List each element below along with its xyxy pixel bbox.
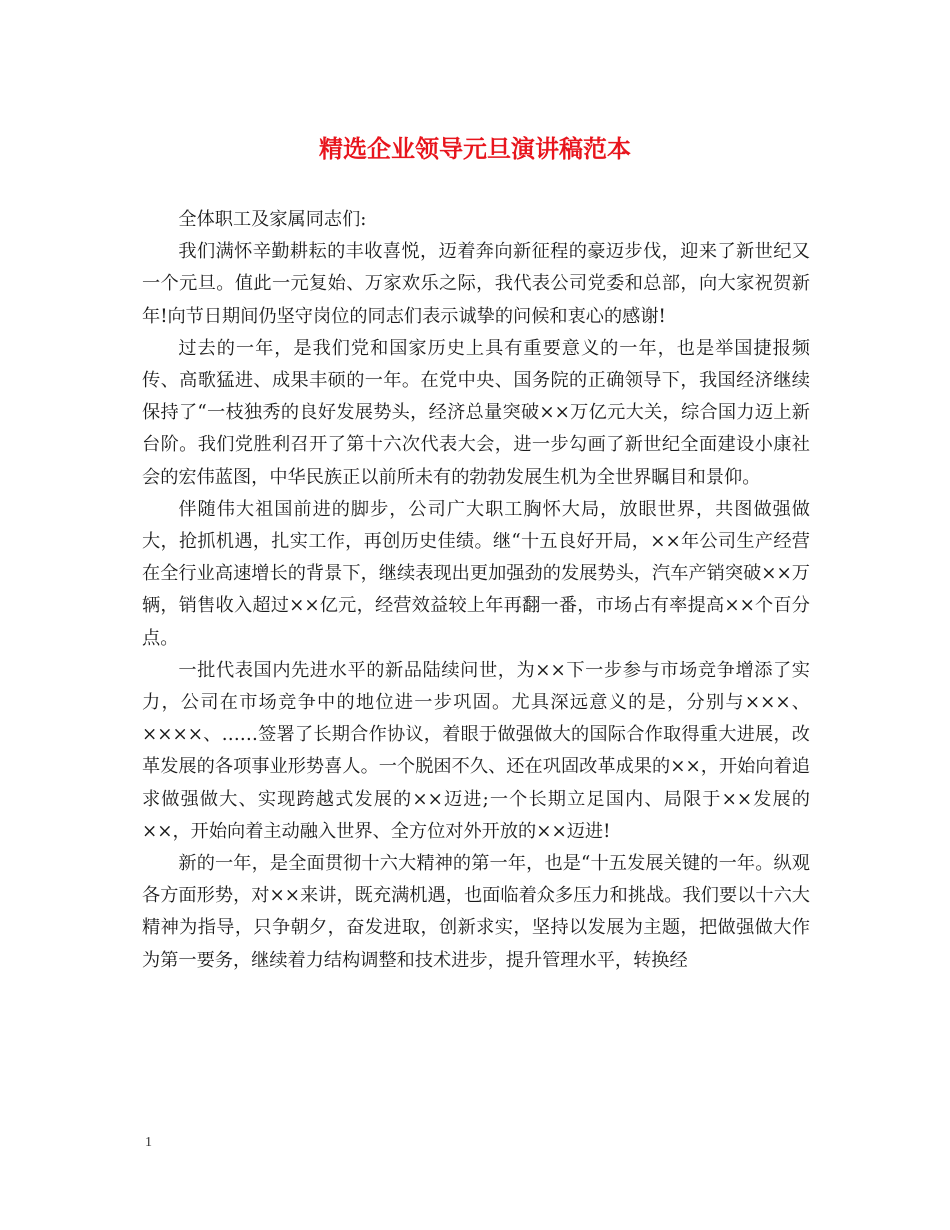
page-number: 1 <box>145 1135 152 1150</box>
paragraph-5: 新的一年，是全面贯彻十六大精神的第一年，也是“十五发展关键的一年。纵观各方面形势，对××来讲，既充满机遇，也面临着众多压力和挑战。我们要以十六大精神为指导，只争朝夕，奋发进取，创新求实，坚持以发展为主题，把做强做大作为第一要务，继续着力结构调整和技术进步，提升管理水平，转换经 <box>142 853 810 971</box>
paragraph-1: 我们满怀辛勤耕耘的丰收喜悦，迈着奔向新征程的豪迈步伐，迎来了新世纪又一个元旦。值此一元复始、万家欢乐之际，我代表公司党委和总部，向大家祝贺新年!向节日期间仍坚守岗位的同志们表示诚挚的问候和衷心的感谢! <box>142 241 810 327</box>
paragraph-2: 过去的一年，是我们党和国家历史上具有重要意义的一年，也是举国捷报频传、高歌猛进、成果丰硕的一年。在党中央、国务院的正确领导下，我国经济继续保持了“一枝独秀的良好发展势头，经济总量突破××万亿元大关，综合国力迈上新台阶。我们党胜利召开了第十六次代表大会，进一步勾画了新世纪全面建设小康社会的宏伟蓝图，中华民族正以前所未有的勃勃发展生机为全世界瞩目和景仰。 <box>142 337 810 488</box>
document-title: 精选企业领导元旦演讲稿范本 <box>319 134 631 163</box>
paragraph-4: 一批代表国内先进水平的新品陆续问世，为××下一步参与市场竞争增添了实力，公司在市场竞争中的地位进一步巩固。尤具深远意义的是，分别与×××、××××、……签署了长期合作协议，着眼于做强做大的国际合作取得重大进展，改革发展的各项事业形势喜人。一个脱困不久、还在巩固改革成果的××，开始向着追求做强做大、实现跨越式发展的××迈进;一个长期立足国内、局限于××发展的××，开始向着主动融入世界、全方位对外开放的××迈进! <box>142 659 810 842</box>
document-body <box>142 204 810 977</box>
salutation: 全体职工及家属同志们: <box>178 209 367 230</box>
paragraph-3: 伴随伟大祖国前进的脚步，公司广大职工胸怀大局，放眼世界，共图做强做大，抢抓机遇，扎实工作，再创历史佳绩。继“十五良好开局，××年公司生产经营在全行业高速增长的背景下，继续表现出更加强劲的发展势头，汽车产销突破××万辆，销售收入超过××亿元，经营效益较上年再翻一番，市场占有率提高××个百分点。 <box>142 498 810 649</box>
